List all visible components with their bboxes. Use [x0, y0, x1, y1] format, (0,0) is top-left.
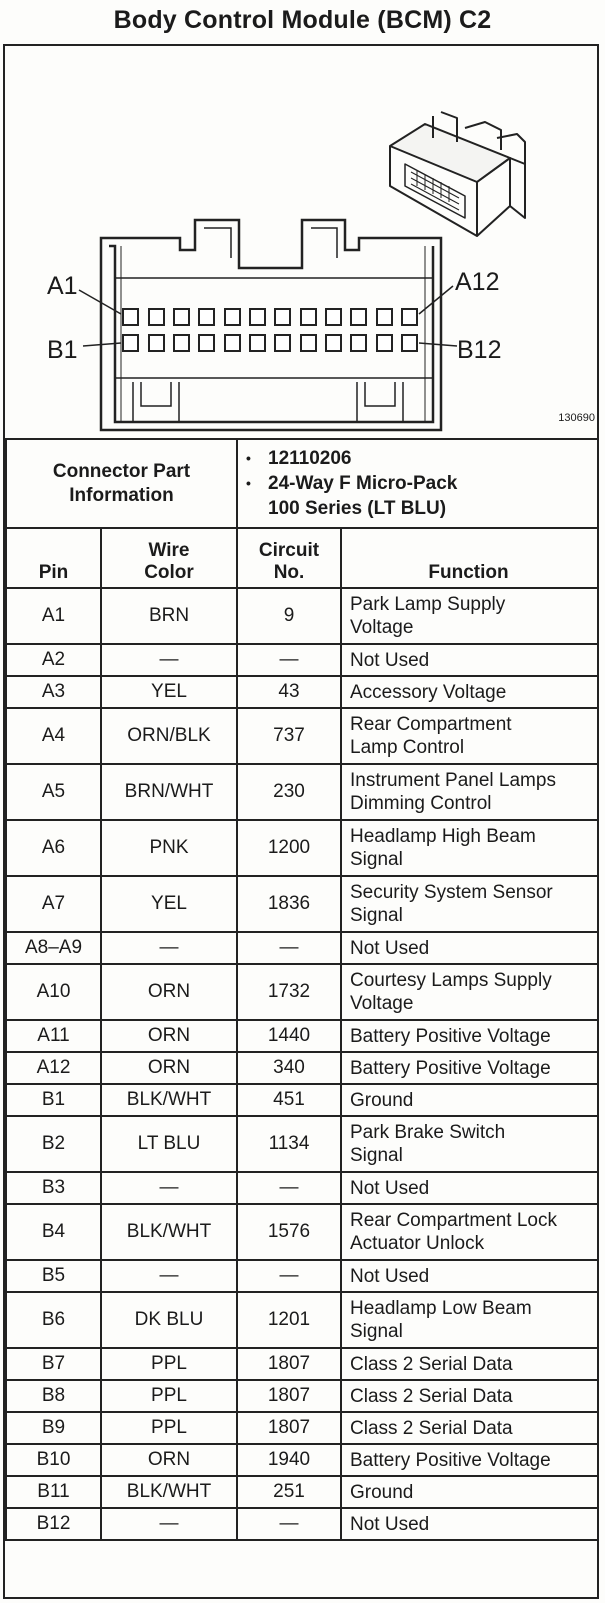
label-b12: B12 — [457, 336, 502, 364]
pin-rows — [6, 588, 598, 1540]
function-line: Courtesy Lamps Supply — [350, 970, 552, 991]
table-row — [6, 708, 598, 764]
function-cell — [341, 708, 598, 764]
table-row — [6, 1116, 598, 1172]
circuit-cell: 1134 — [237, 1116, 341, 1172]
wire-color-cell: PPL — [101, 1348, 237, 1380]
pin-cell: B6 — [6, 1292, 101, 1348]
circuit-cell: — — [237, 932, 341, 964]
function-line: Signal — [350, 849, 403, 870]
function-cell — [341, 964, 598, 1020]
pin-cell: B4 — [6, 1204, 101, 1260]
pin-cell: B11 — [6, 1476, 101, 1508]
pin-cell: B7 — [6, 1348, 101, 1380]
circuit-cell: — — [237, 1508, 341, 1540]
wire-color-cell: PPL — [101, 1412, 237, 1444]
pin-cell: A7 — [6, 876, 101, 932]
figure-id: 130690 — [558, 412, 595, 424]
label-a1: A1 — [47, 272, 78, 300]
function-cell — [341, 644, 598, 676]
pinout-table — [5, 438, 599, 1541]
table-header-row — [6, 528, 598, 588]
circuit-cell: 451 — [237, 1084, 341, 1116]
circuit-cell: 1732 — [237, 964, 341, 1020]
circuit-cell: 1440 — [237, 1020, 341, 1052]
connector-diagram — [5, 46, 597, 440]
circuit-cell: 43 — [237, 676, 341, 708]
circuit-cell: — — [237, 644, 341, 676]
wire-color-cell: PNK — [101, 820, 237, 876]
wire-color-cell: — — [101, 1508, 237, 1540]
pin-cell: B8 — [6, 1380, 101, 1412]
function-line: Security System Sensor — [350, 882, 553, 903]
header-circuit-no: Circuit No. — [237, 528, 341, 588]
function-line: Park Brake Switch — [350, 1122, 506, 1143]
pin-cell: A12 — [6, 1052, 101, 1084]
function-cell — [341, 1476, 598, 1508]
circuit-cell: — — [237, 1172, 341, 1204]
function-line: Battery Positive Voltage — [350, 1025, 551, 1047]
function-line: Ground — [350, 1089, 414, 1111]
function-line: Class 2 Serial Data — [350, 1417, 513, 1439]
circuit-cell: 1807 — [237, 1412, 341, 1444]
wire-color-cell: ORN — [101, 1020, 237, 1052]
connector-description: • 24-Way F Micro-Pack — [246, 473, 458, 494]
pin-cell: B10 — [6, 1444, 101, 1476]
table-row — [6, 876, 598, 932]
function-line: Accessory Voltage — [350, 681, 507, 703]
function-cell — [341, 1052, 598, 1084]
wire-color-cell: YEL — [101, 876, 237, 932]
function-cell — [341, 1444, 598, 1476]
page-title: Body Control Module (BCM) C2 — [113, 6, 492, 34]
function-line: Battery Positive Voltage — [350, 1449, 551, 1471]
function-cell — [341, 1084, 598, 1116]
pin-cell: B3 — [6, 1172, 101, 1204]
wire-color-cell: ORN — [101, 964, 237, 1020]
function-cell — [341, 1380, 598, 1412]
table-row — [6, 1412, 598, 1444]
pin-cell: A10 — [6, 964, 101, 1020]
label-b1: B1 — [47, 336, 78, 364]
wire-color-cell: — — [101, 1260, 237, 1292]
table-row — [6, 1172, 598, 1204]
circuit-cell: 1201 — [237, 1292, 341, 1348]
circuit-cell: 1836 — [237, 876, 341, 932]
pin-cell: A2 — [6, 644, 101, 676]
table-row — [6, 644, 598, 676]
connector-iso-icon — [390, 112, 525, 236]
table-row — [6, 1348, 598, 1380]
function-cell — [341, 932, 598, 964]
function-cell — [341, 1508, 598, 1540]
function-line: Rear Compartment — [350, 714, 512, 735]
wire-color-cell: BLK/WHT — [101, 1084, 237, 1116]
function-line: Actuator Unlock — [350, 1233, 485, 1254]
function-cell — [341, 1020, 598, 1052]
function-cell — [341, 1292, 598, 1348]
pin-cell: A6 — [6, 820, 101, 876]
function-line: Dimming Control — [350, 793, 492, 814]
pin-cell: B5 — [6, 1260, 101, 1292]
wire-color-cell: — — [101, 644, 237, 676]
wire-color-cell: DK BLU — [101, 1292, 237, 1348]
pin-cell: A8–A9 — [6, 932, 101, 964]
pin-cell: A4 — [6, 708, 101, 764]
function-line: Signal — [350, 1145, 403, 1166]
function-cell — [341, 1260, 598, 1292]
wire-color-cell: BRN — [101, 588, 237, 644]
pin-cell: B9 — [6, 1412, 101, 1444]
function-cell — [341, 676, 598, 708]
header-pin: Pin — [6, 528, 101, 588]
table-row — [6, 820, 598, 876]
pin-cell: A3 — [6, 676, 101, 708]
function-line: Not Used — [350, 649, 430, 671]
function-cell — [341, 876, 598, 932]
wire-color-cell: PPL — [101, 1380, 237, 1412]
function-line: Instrument Panel Lamps — [350, 770, 556, 791]
circuit-cell: 1576 — [237, 1204, 341, 1260]
function-cell — [341, 820, 598, 876]
circuit-cell: 1940 — [237, 1444, 341, 1476]
table-row — [6, 1204, 598, 1260]
table-row — [6, 964, 598, 1020]
table-row — [6, 1084, 598, 1116]
function-cell — [341, 764, 598, 820]
circuit-cell: 1807 — [237, 1348, 341, 1380]
wire-color-cell: — — [101, 1172, 237, 1204]
table-row — [6, 588, 598, 644]
function-cell — [341, 1204, 598, 1260]
header-function: Function — [341, 528, 598, 588]
function-cell — [341, 1172, 598, 1204]
table-row — [6, 1292, 598, 1348]
function-line: Headlamp Low Beam — [350, 1298, 532, 1319]
table-row — [6, 1020, 598, 1052]
table-row — [6, 1260, 598, 1292]
connector-info-row — [6, 439, 598, 528]
table-row — [6, 1380, 598, 1412]
pin-cavities — [123, 309, 417, 351]
wire-color-cell: ORN — [101, 1052, 237, 1084]
function-line: Headlamp High Beam — [350, 826, 536, 847]
wire-color-cell: ORN — [101, 1444, 237, 1476]
circuit-cell: 737 — [237, 708, 341, 764]
label-a12: A12 — [455, 268, 500, 296]
function-line: Park Lamp Supply — [350, 594, 506, 615]
part-number: • 12110206 — [246, 448, 352, 469]
function-line: Signal — [350, 905, 403, 926]
pin-cell: B1 — [6, 1084, 101, 1116]
table-row — [6, 1508, 598, 1540]
function-cell — [341, 588, 598, 644]
table-row — [6, 764, 598, 820]
circuit-cell: 1807 — [237, 1380, 341, 1412]
function-line: Rear Compartment Lock — [350, 1210, 557, 1231]
table-row — [6, 932, 598, 964]
wire-color-cell: LT BLU — [101, 1116, 237, 1172]
function-line: Class 2 Serial Data — [350, 1385, 513, 1407]
circuit-cell: 1200 — [237, 820, 341, 876]
connector-info-values: • 12110206 • 24-Way F Micro-Pack 100 Series (LT BLU) — [237, 439, 598, 528]
wire-color-cell: YEL — [101, 676, 237, 708]
function-line: Not Used — [350, 1513, 430, 1535]
function-line: Not Used — [350, 1265, 430, 1287]
function-line: Voltage — [350, 617, 414, 638]
wire-color-cell: — — [101, 932, 237, 964]
function-line: Class 2 Serial Data — [350, 1353, 513, 1375]
pin-cell: B2 — [6, 1116, 101, 1172]
function-cell — [341, 1116, 598, 1172]
pin-cell: A1 — [6, 588, 101, 644]
circuit-cell: 9 — [237, 588, 341, 644]
function-line: Not Used — [350, 1177, 430, 1199]
table-row — [6, 1476, 598, 1508]
table-row — [6, 676, 598, 708]
table-row — [6, 1444, 598, 1476]
pin-cell: A11 — [6, 1020, 101, 1052]
circuit-cell: 251 — [237, 1476, 341, 1508]
function-line: Lamp Control — [350, 737, 465, 758]
header-wire-color: Wire Color — [101, 528, 237, 588]
function-line: Battery Positive Voltage — [350, 1057, 551, 1079]
connector-drawing — [5, 46, 597, 438]
function-cell — [341, 1348, 598, 1380]
circuit-cell: 340 — [237, 1052, 341, 1084]
pin-cell: A5 — [6, 764, 101, 820]
table-row — [6, 1052, 598, 1084]
pinout-frame — [3, 44, 599, 1599]
function-line: Not Used — [350, 937, 430, 959]
function-line: Signal — [350, 1321, 403, 1342]
wire-color-cell: BLK/WHT — [101, 1476, 237, 1508]
pin-cell: B12 — [6, 1508, 101, 1540]
wire-color-cell: ORN/BLK — [101, 708, 237, 764]
function-line: Ground — [350, 1481, 414, 1503]
wire-color-cell: BRN/WHT — [101, 764, 237, 820]
circuit-cell: — — [237, 1260, 341, 1292]
function-cell — [341, 1412, 598, 1444]
circuit-cell: 230 — [237, 764, 341, 820]
wire-color-cell: BLK/WHT — [101, 1204, 237, 1260]
connector-info-label: Connector Part Information — [6, 439, 237, 528]
function-line: Voltage — [350, 993, 414, 1014]
